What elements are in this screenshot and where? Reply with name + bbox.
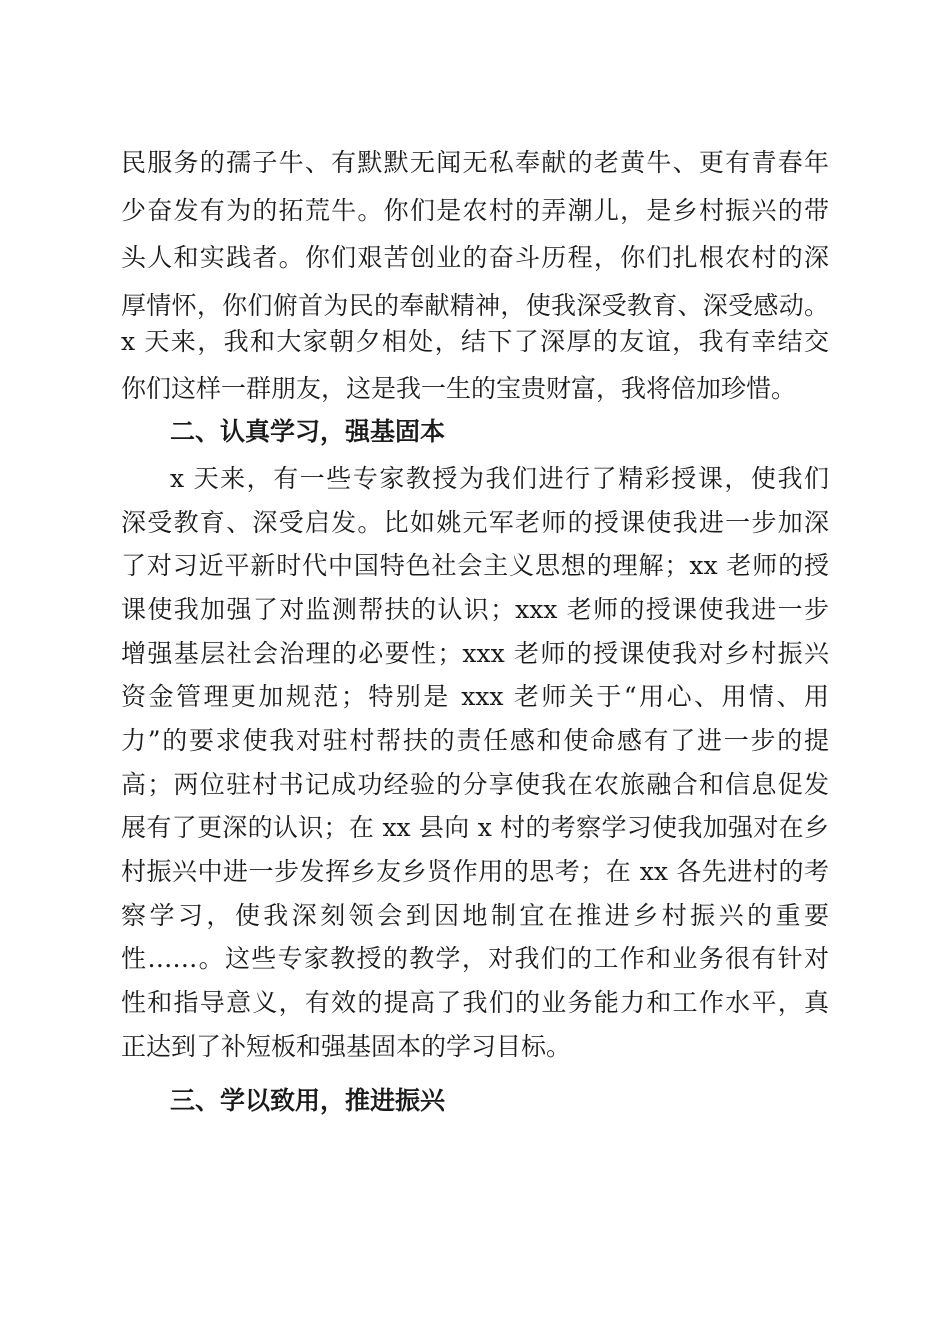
section-heading-3: 三、学以致用，推进振兴 (170, 1086, 446, 1115)
paragraph-1-line-2: 少奋发有为的拓荒牛。你们是农村的弄潮儿，是乡村振兴的带 (121, 196, 829, 225)
paragraph-1-line-3: 头人和实践者。你们艰苦创业的奋斗历程，你们扎根农村的深 (121, 243, 829, 272)
paragraph-2-line-6: 资金管理更加规范；特别是 xxx 老师关于“用心、用情、用 (121, 682, 829, 711)
paragraph-2-line-4: 课使我加强了对监测帮扶的认识；xxx 老师的授课使我进一步 (121, 595, 829, 624)
paragraph-2-line-3: 了对习近平新时代中国特色社会主义思想的理解；xx 老师的授 (121, 551, 829, 580)
paragraph-2-line-14: 正达到了补短板和强基固本的学习目标。 (121, 1032, 572, 1061)
paragraph-1-line-4: 厚情怀，你们俯首为民的奉献精神，使我深受教育、深受感动。 (121, 291, 829, 320)
paragraph-2-line-12: 性……。这些专家教授的教学，对我们的工作和业务很有针对 (121, 944, 829, 973)
paragraph-1-line-6: 你们这样一群朋友，这是我一生的宝贵财富，我将倍加珍惜。 (121, 374, 797, 403)
paragraph-2-line-10: 村振兴中进一步发挥乡友乡贤作用的思考；在 xx 各先进村的考 (121, 857, 829, 886)
paragraph-2-line-11: 察学习，使我深刻领会到因地制宜在推进乡村振兴的重要 (121, 901, 829, 930)
section-heading-2: 二、认真学习，强基固本 (170, 417, 446, 446)
paragraph-2-line-2: 深受教育、深受启发。比如姚元军老师的授课使我进一步加深 (121, 508, 829, 537)
paragraph-2-line-13: 性和指导意义，有效的提高了我们的业务能力和工作水平，真 (121, 988, 829, 1017)
paragraph-2-line-8: 高；两位驻村书记成功经验的分享使我在农旅融合和信息促发 (121, 770, 829, 799)
paragraph-1-line-1: 民服务的孺子牛、有默默无闻无私奉献的老黄牛、更有青春年 (121, 148, 829, 177)
paragraph-2-line-5: 增强基层社会治理的必要性；xxx 老师的授课使我对乡村振兴 (121, 639, 829, 668)
paragraph-2-line-7: 力”的要求使我对驻村帮扶的责任感和使命感有了进一步的提 (121, 726, 829, 755)
paragraph-2-line-1: x 天来，有一些专家教授为我们进行了精彩授课，使我们 (170, 464, 829, 493)
paragraph-1-line-5: x 天来，我和大家朝夕相处，结下了深厚的友谊，我有幸结交 (121, 327, 829, 356)
paragraph-2-line-9: 展有了更深的认识；在 xx 县向 x 村的考察学习使我加强对在乡 (121, 813, 829, 842)
